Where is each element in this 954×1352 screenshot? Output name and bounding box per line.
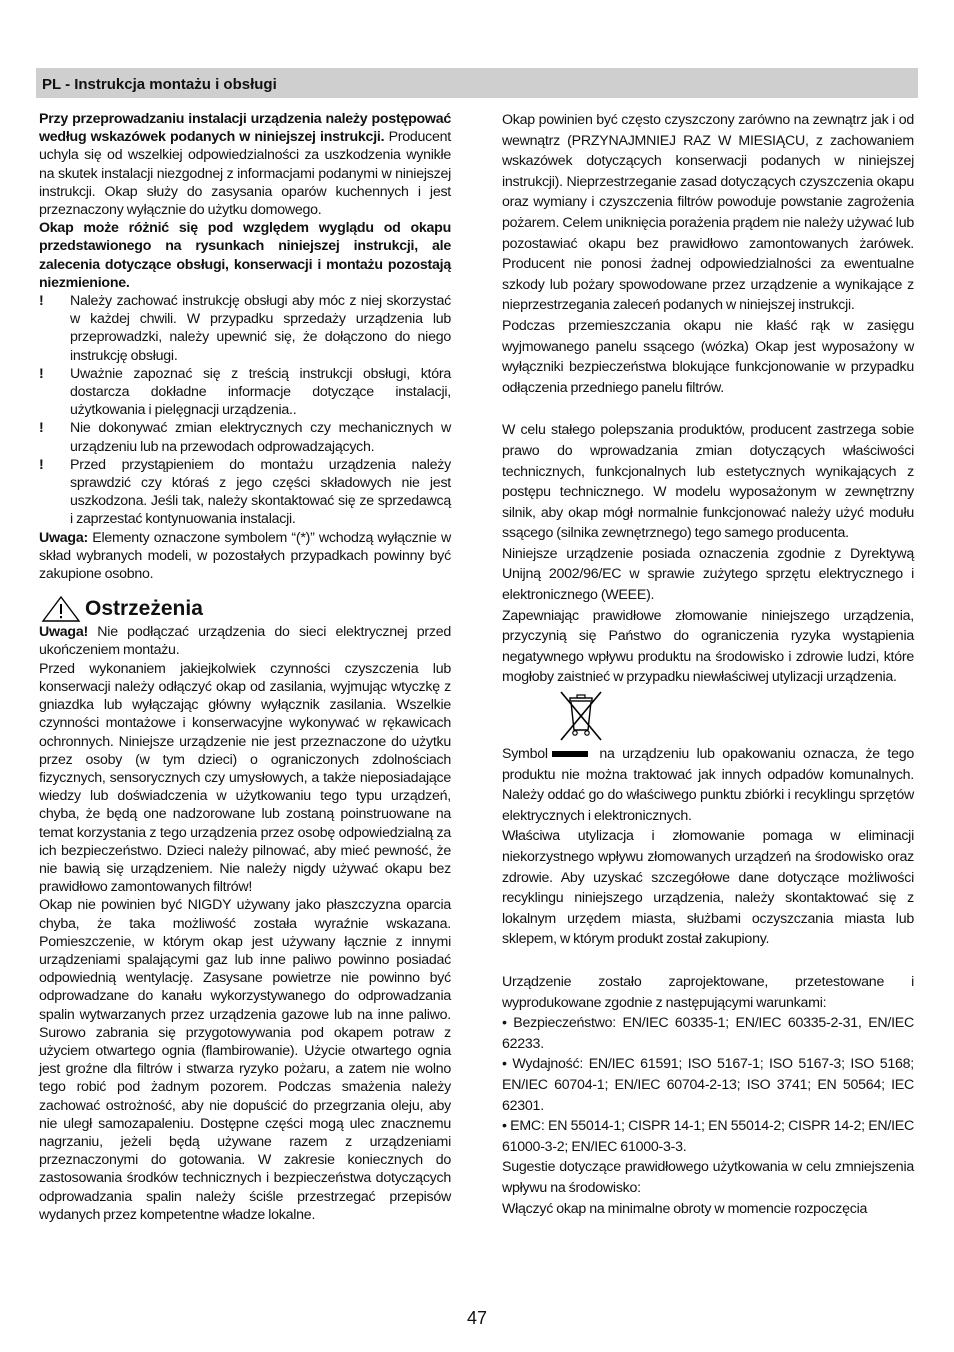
standard-performance: • Wydajność: EN/IEC 61591; ISO 5167-1; ISO 5167-3; ISO 5168; EN/IEC 60704-1; EN/IEC 60704-2-13; ISO 3741; EN 50564; IEC 62301. <box>502 1056 914 1114</box>
intro-text: Producent uchyla się od wszelkiej odpowiedzialności za uszkodzenia wynikłe na skutek instalacji niezgodnej z informacjami podanymi w niniejszej instrukcji. Okap służy do zasysania oparów kuchennych i jest przeznaczony wyłącznie do użytku domowego. <box>39 129 451 219</box>
black-bar-icon <box>552 751 588 757</box>
bullet-item <box>39 456 451 529</box>
appearance-notice: Okap może różnić się pod względem wyglądu od okapu przedstawionego na rysunkach niniejszej instrukcji, ale zalecenia dotyczące obsługi, konserwacji i montażu pozostają niezmienione. <box>39 220 451 291</box>
warning-paragraph: Okap nie powinien być NIGDY używany jako płaszczyzna oparcia chyba, że taka możliwość została wyraźnie wskazana. Pomieszczenie, w którym okap jest używany łącznie z innymi urządzeniami spalającymi gaz lub inne paliwo powinno posiadać odpowiednią wentylację. Zasysane powietrze nie powinno być odprowadzane do kanału wykorzystywanego do odprowadzania spalin wytwarzanych przez urządzenia gazowe lub na inne paliwo. Surowo zabrania się przygotowywania pod okapem potraw z użyciem otwartego ognia (flambirowanie). Użycie otwartego ognia jest groźne dla filtrów i stwarza ryzyko pożaru, a zatem nie wolno tego robić pod żadnym pozorem. Podczas smażenia należy zachować ostrożność, aby nie dopuścić do przegrzania oleju, aby nie uległ samozapaleniu. Dostępne części mogą ulec znacznemu nagrzaniu, jeżeli będą używane razem z urządzeniami przeznaczonymi do gotowania. W zakresie koniecznych do zastosowania środków technicznych i bezpieczeństwa dotyczących odprowadzania spalin należy ściśle przestrzegać przepisów wydanych przez kompetentne władze lokalne. <box>39 897 451 1223</box>
crossed-bin-icon <box>558 688 604 744</box>
left-column <box>39 110 451 1224</box>
suggestions-paragraph: Sugestie dotyczące prawidłowego użytkowania w celu zmniejszenia wpływu na środowisko: <box>502 1159 914 1196</box>
exclamation-mark: ! <box>39 365 44 382</box>
symbol-word: Symbol <box>502 746 548 763</box>
tip-paragraph: Włączyć okap na minimalne obroty w momencie rozpoczęcia <box>502 1200 868 1217</box>
section-title: PL - Instrukcja montażu i obsługi <box>42 76 277 93</box>
weee-directive-paragraph: Niniejsze urządzenie posiada oznaczenia zgodnie z Dyrektywą Unijną 2002/96/EC w sprawie zużytego sprzętu elektrycznego i elektronicznego (WEEE). <box>502 545 914 604</box>
uwaga-text: Elementy oznaczone symbolem “(*)” wchodzą wyłącznie w skład wybranych modeli, w pozostałych przypadkach powinny być zakupione osobno. <box>39 529 451 583</box>
warning-uwaga <box>39 623 451 659</box>
standards-intro: Urządzenie zostało zaprojektowane, przetestowane i wyprodukowane zgodnie z następującymi warunkami: <box>502 973 914 1011</box>
moving-paragraph: Podczas przemieszczania okapu nie kłaść rąk w zasięgu wyjmowanego panelu ssącego (wózka) Okap jest wyposażony w wyłączniki bezpieczeństwa blokujące funkcjonowanie w przypadku odłączenia przedniego panelu filtrów. <box>502 317 914 396</box>
symbol-paragraph <box>502 744 914 826</box>
warning-paragraph: Przed wykonaniem jakiejkolwiek czynności czyszczenia lub konserwacji należy odłączyć okap od zasilania, wyjmując wtyczkę z gniazdka lub wyłączając główny wyłącznik zasilania. Wszelkie czynności montażowe i konserwacyjne wykonywać w rękawicach ochronnych. Niniejsze urządzenie nie jest przeznaczone do użytku przez osoby (w tym dzieci) o ograniczonych zdolnościach fizycznych, sensorycznych czy umysłowych, a także nieposiadające wiedzy lub doświadczenia w użytkowaniu tego typu urządzeń, chyba, że będą one nadzorowane lub zostaną poinstruowane na temat korzystania z tego urządzenia przez osobę odpowiedzialną za ich bezpieczeństwo. Dzieci należy pilnować, aby mieć pewność, że nie bawią się urządzeniem. Nie należy nigdy używać okapu bez prawidłowo zamontowanych filtrów! <box>39 660 451 896</box>
bullet-item <box>39 292 451 365</box>
bullet-item <box>39 365 451 420</box>
bullet-text: Nie dokonywać zmian elektrycznych czy mechanicznych w urządzeniu lub na przewodach odprowadzających. <box>70 420 451 455</box>
disposal-paragraph: Zapewniając prawidłowe złomowanie niniejszego urządzenia, przyczynią się Państwo do ograniczenia ryzyka wystąpienia negatywnego wpływu produktu na środowisko i zdrowie ludzi, które mogłoby zaistnieć w przypadku niewłaściwej utylizacji urządzenia. <box>502 607 914 686</box>
recycling-paragraph: Właściwa utylizacja i złomowanie pomaga w eliminacji niekorzystnego wpływu złomowanych urządzeń na środowisko oraz zdrowie. Aby uzyskać szczegółowe dane dotyczące możliwości recyklingu niniejszego urządzenia, należy skontaktować się z lokalnym urzędem miasta, służbami oczyszczania miasta lub sklepem, w którym produkt został zakupiony. <box>502 828 914 948</box>
warn-text: Nie podłączać urządzenia do sieci elektrycznej przed ukończeniem montażu. <box>39 624 451 659</box>
warnings-heading <box>39 595 451 623</box>
bullet-text: Uważnie zapoznać się z treścią instrukcji obsługi, która dostarcza dokładne informacje dotyczące instalacji, użytkowania i pielęgnacji urządzenia.. <box>70 365 451 419</box>
bullet-text: Należy zachować instrukcję obsługi aby móc z niej skorzystać w każdej chwili. W przypadku sprzedaży urządzenia lub przeprowadzki, należy upewnić się, że dołączono do niego instrukcję obsługi. <box>70 293 451 364</box>
right-column <box>502 110 914 1219</box>
uwaga-note <box>39 529 451 584</box>
weee-icon-wrapper <box>502 688 914 744</box>
warning-triangle-icon <box>41 595 81 623</box>
improvement-paragraph: W celu stałego polepszania produktów, producent zastrzega sobie prawo do wprowadzania zmian dotyczących właściwości technicznych, funkcjonalnych lub estetycznych wynikających z postępu technicznego. W modelu wyposażonym w zewnętrzny silnik, aby okap mógł normalnie funkcjonować należy użyć modułu ssącego (silnika zewnętrznego) tego samego producenta. <box>502 422 914 542</box>
exclamation-mark: ! <box>39 420 44 437</box>
page-number: 47 <box>466 1308 488 1328</box>
standard-safety: • Bezpieczeństwo: EN/IEC 60335-1; EN/IEC 60335-2-31, EN/IEC 62233. <box>502 1015 914 1052</box>
cleaning-paragraph: Okap powinien być często czyszczony zarówno na zewnątrz jak i od wewnątrz (PRZYNAJMNIEJ RAZ W MIESIĄCU, z zachowaniem wskazówek dotyczących konserwacji podanych w niniejszej instrukcji). Nieprzestrzeganie zasad dotyczących czyszczenia okapu oraz wymiany i czyszczenia filtrów powoduje powstanie zagrożenia pożarem. Celem uniknięcia porażenia prądem nie należy używać lub pozostawiać okapu bez prawidłowo zamontowanych żarówek. Producent nie ponosi żadnej odpowiedzialności za ewentualne szkody lub pożary spowodowane przez urządzenie a wynikające z nieprzestrzegania zaleceń podanych w niniejszej instrukcji. <box>502 112 914 314</box>
section-header <box>36 68 918 98</box>
symbol-text: na urządzeniu lub opakowaniu oznacza, że tego produktu nie można traktować jak innych odpadów komunalnych. Należy oddać go do właściwego punktu zbiórki i recyklingu sprzętów elektrycznych i elektronicznych. <box>502 746 914 824</box>
warnings-title: Ostrzeżenia <box>85 597 203 621</box>
exclamation-mark: ! <box>39 293 44 310</box>
intro-bold: Przy przeprowadzaniu instalacji urządzenia należy postępować według wskazówek podanych w niniejszej instrukcji. <box>39 111 451 146</box>
standard-emc: • EMC: EN 55014-1; CISPR 14-1; EN 55014-2; CISPR 14-2; EN/IEC 61000-3-2; EN/IEC 61000-3-3. <box>502 1118 914 1155</box>
bullet-item <box>39 419 451 455</box>
bullet-text: Przed przystąpieniem do montażu urządzenia należy sprawdzić czy któraś z jego części składowych nie jest uszkodzona. Jeśli tak, należy skontaktować się ze sprzedawcą i zaprzestać kontynuowania instalacji. <box>70 456 451 528</box>
exclamation-mark: ! <box>39 456 44 473</box>
warn-label: Uwaga! <box>39 624 88 641</box>
intro-paragraph <box>39 110 451 219</box>
uwaga-label: Uwaga: <box>39 529 88 546</box>
